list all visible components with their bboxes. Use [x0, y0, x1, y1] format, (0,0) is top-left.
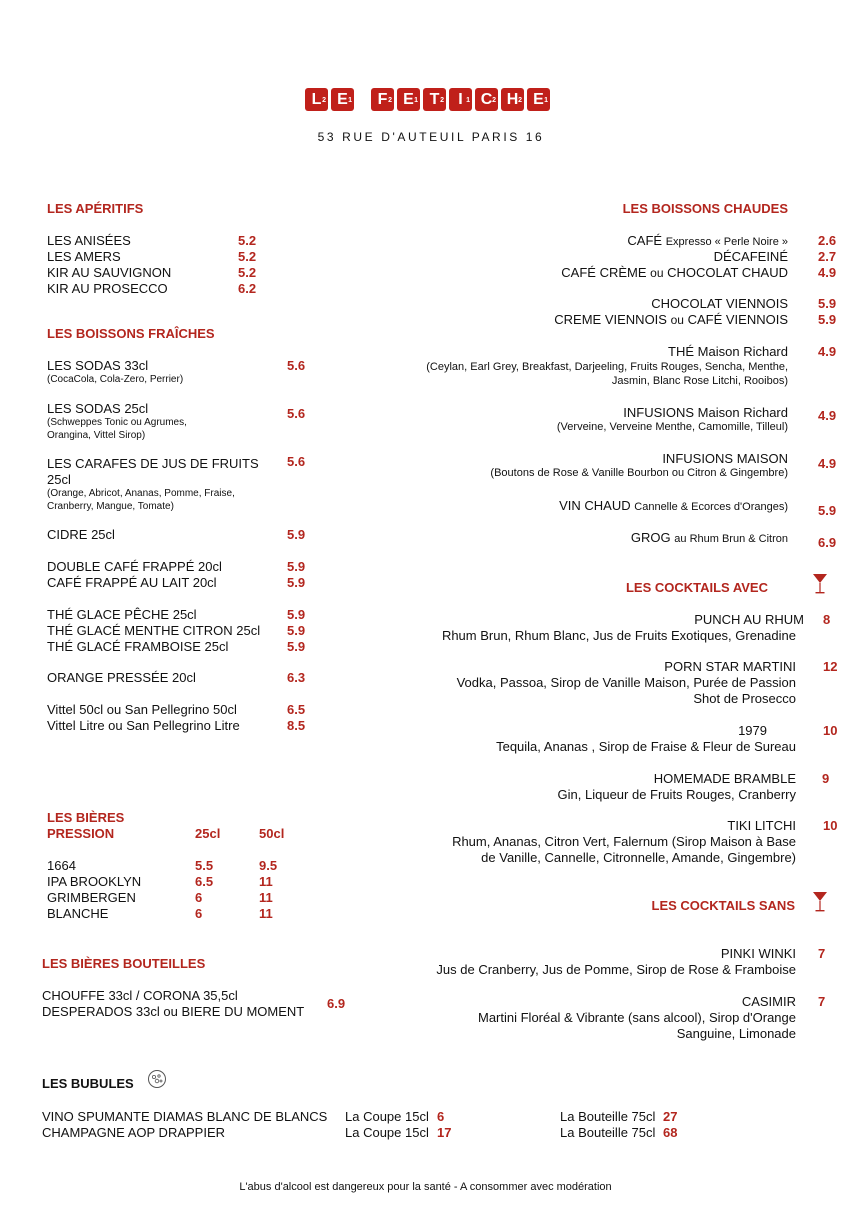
section-title-cocktails-avec: LES COCKTAILS AVEC: [625, 580, 768, 595]
logo-tile-score: 2: [492, 97, 496, 104]
menu-item-orange: [47, 670, 196, 686]
menu-item-the-peche: [47, 607, 197, 623]
cocktail-name: PUNCH AU RHUM: [694, 612, 804, 627]
logo-tile-score: 2: [388, 97, 392, 104]
logo-tile: H 2: [501, 88, 524, 111]
coupe-price: 17: [437, 1125, 452, 1140]
menu-item-detail: (Schweppes Tonic ou Agrumes,: [47, 417, 187, 428]
menu-item-name: LES SODAS: [47, 401, 121, 416]
menu-item-brand: Maison Richard: [697, 405, 788, 420]
menu-item-price: 5.6: [287, 358, 306, 373]
menu-item-name: KIR AU SAUVIGNON: [47, 265, 172, 280]
menu-item-name: LES CARAFES DE JUS DE FRUITS: [47, 456, 259, 471]
cocktail-price: 7: [818, 994, 826, 1009]
menu-item-name: LES AMERS: [47, 249, 121, 264]
menu-item-cidre: [47, 527, 115, 543]
menu-item-name: CHOCOLAT VIENNOIS: [651, 296, 788, 311]
menu-item-price: 5.9: [287, 527, 306, 542]
menu-item-name: THÉ: [668, 344, 695, 359]
table-row-name: CHAMPAGNE AOP DRAPPIER: [42, 1125, 226, 1140]
address: 53 RUE D'AUTEUIL PARIS 16: [317, 130, 545, 144]
menu-item-size: 25cl: [172, 607, 197, 622]
cocktail-name: TIKI LITCHI: [727, 818, 796, 833]
logo: [305, 88, 553, 111]
menu-item-frappe-lait: [47, 575, 217, 591]
cocktail-price: 8: [823, 612, 831, 627]
menu-item-name: Vittel Litre ou San Pellegrino Litre: [47, 718, 240, 733]
menu-item-name: ORANGE PRESSÉE: [47, 670, 169, 685]
logo-tile-score: 1: [414, 97, 418, 104]
menu-item-size: 25cl: [91, 527, 115, 542]
menu-item-name: CHOUFFE 33cl / CORONA 35,5cl: [42, 988, 238, 1003]
bouteille-label: La Bouteille 75cl: [560, 1109, 656, 1124]
cocktail-description: Rhum, Ananas, Citron Vert, Falernum (Sirop Maison à Base: [452, 834, 796, 849]
cocktail-glass-icon: [812, 573, 828, 600]
cocktail-name: HOMEMADE BRAMBLE: [653, 771, 796, 786]
logo-tile-score: 2: [440, 97, 444, 104]
menu-item-name: DESPERADOS 33cl ou BIERE DU MOMENT: [42, 1004, 305, 1019]
menu-item-name: INFUSIONS: [623, 405, 695, 420]
menu-item-detail: (Orange, Abricot, Ananas, Pomme, Fraise,: [47, 488, 235, 499]
logo-tile: C 2: [475, 88, 498, 111]
cocktail-description: Vodka, Passoa, Sirop de Vanille Maison, Purée de Passion: [456, 675, 796, 690]
menu-item-name: Vittel 50cl ou San Pellegrino 50cl: [47, 702, 237, 717]
cocktail-price: 10: [823, 818, 838, 833]
table-row-name: IPA BROOKLYN: [47, 874, 142, 889]
menu-item-sodas-25: [47, 401, 148, 417]
menu-item-brand: Maison Richard: [697, 344, 788, 359]
menu-item-price: 6.2: [238, 281, 257, 296]
cocktail-description: Shot de Prosecco: [693, 691, 796, 706]
menu-item-detail: (Boutons de Rose & Vanille Bourbon ou Citron & Gingembre): [490, 467, 788, 479]
menu-item-name: CREME VIENNOIS: [554, 312, 667, 327]
table-row-name: GRIMBERGEN: [47, 890, 136, 905]
menu-item-price: 5.9: [818, 296, 837, 311]
logo-tile: T 2: [423, 88, 446, 111]
menu-item-size: 25cl: [47, 472, 71, 487]
menu-item-name: LES SODAS: [47, 358, 121, 373]
cocktail-description: Gin, Liqueur de Fruits Rouges, Cranberry: [557, 787, 796, 802]
section-title-bieres-pression: LES BIÈRES: [47, 810, 125, 825]
menu-item-name: GROG: [630, 530, 671, 545]
logo-tile-score: 1: [466, 97, 470, 104]
menu-item-size: 33cl: [124, 358, 149, 373]
menu-item-price: 2.6: [818, 233, 837, 248]
price-50cl: 9.5: [259, 858, 278, 873]
cocktail-price: 10: [823, 723, 838, 738]
menu-item-creme: [561, 265, 788, 281]
bubbles-icon: [147, 1069, 167, 1094]
price-25cl: 6: [195, 890, 203, 905]
price-25cl: 5.5: [195, 858, 214, 873]
price-50cl: 11: [259, 890, 273, 905]
menu-item-name: THÉ GLACE PÊCHE: [47, 607, 170, 622]
menu-item-price: 5.9: [287, 639, 306, 654]
section-title-fraiches: LES BOISSONS FRAÎCHES: [47, 326, 215, 341]
cocktail-name: PORN STAR MARTINI: [664, 659, 796, 674]
cocktail-description: Rhum Brun, Rhum Blanc, Jus de Fruits Exotiques, Grenadine: [441, 628, 796, 643]
menu-item-price: 5.9: [287, 623, 306, 638]
menu-item-price: 4.9: [818, 344, 837, 359]
menu-item-name: CAFÉ FRAPPÉ AU LAIT: [47, 575, 190, 590]
logo-tile: E 1: [331, 88, 354, 111]
menu-item-detail: Expresso « Perle Noire »: [665, 236, 788, 248]
menu-item-price: 5.6: [287, 454, 306, 469]
menu-item-price: 6.9: [818, 535, 837, 550]
menu-item-price: 5.9: [287, 559, 306, 574]
menu-item-size: 25cl: [204, 639, 229, 654]
cocktail-name: 1979: [738, 723, 767, 738]
section-title-bieres-bouteilles: LES BIÈRES BOUTEILLES: [42, 956, 206, 971]
menu-item-vin-chaud: [559, 498, 788, 515]
menu-item-name: KIR AU PROSECCO: [47, 281, 168, 296]
menu-item-detail: Cranberry, Mangue, Tomate): [47, 501, 174, 512]
menu-item-price: 5.2: [238, 265, 257, 280]
menu-item-detail: au Rhum Brun & Citron: [674, 533, 788, 545]
price-50cl: 11: [259, 874, 273, 889]
logo-tile: F 2: [371, 88, 394, 111]
menu-item-size: 20cl: [172, 670, 196, 685]
section-title-chaudes: LES BOISSONS CHAUDES: [622, 201, 788, 216]
menu-item-price: 4.9: [818, 265, 837, 280]
menu-item-infusions: [623, 405, 788, 421]
logo-tile: E 1: [397, 88, 420, 111]
menu-item-price: 5.9: [818, 503, 837, 518]
price-25cl: 6.5: [195, 874, 214, 889]
cocktail-price: 7: [818, 946, 826, 961]
table-row-name: VINO SPUMANTE DIAMAS BLANC DE BLANCS: [42, 1109, 328, 1124]
menu-item-creme-viennois: [554, 312, 788, 328]
cocktail-price: 9: [822, 771, 830, 786]
logo-tile-score: 1: [544, 97, 548, 104]
menu-item-name: DOUBLE CAFÉ FRAPPÉ: [47, 559, 195, 574]
menu-item-name: INFUSIONS MAISON: [662, 451, 788, 466]
menu-item-sodas-33: [47, 358, 148, 374]
menu-item-price: 4.9: [818, 408, 837, 423]
menu-item-price: 4.9: [818, 456, 837, 471]
menu-item-price: 6.5: [287, 702, 306, 717]
menu-item-detail: Orangina, Vittel Sirop): [47, 430, 146, 441]
logo-tile: I 1: [449, 88, 472, 111]
section-title-bieres-pression-2: PRESSION: [47, 826, 115, 841]
menu-item-size: 25cl: [124, 401, 149, 416]
logo-tile: E 1: [527, 88, 550, 111]
bouteille-price: 68: [663, 1125, 678, 1140]
menu-item-double-frappe: [47, 559, 222, 575]
cocktail-description: Sanguine, Limonade: [676, 1026, 796, 1041]
menu-item-cafe: [627, 233, 788, 250]
menu-item-or: ou: [670, 313, 684, 327]
menu-item-price: 5.9: [818, 312, 837, 327]
menu-item-size: 20cl: [192, 575, 217, 590]
cocktail-name: PINKI WINKI: [720, 946, 796, 961]
menu-item-price: 5.2: [238, 249, 257, 264]
section-title-aperitifs: LES APÉRITIFS: [47, 201, 144, 216]
coupe-label: La Coupe 15cl: [345, 1125, 429, 1140]
logo-tile-score: 1: [348, 97, 352, 104]
menu-item-detail: (Verveine, Verveine Menthe, Camomille, Tilleul): [556, 421, 788, 433]
section-title-cocktails-sans: LES COCKTAILS SANS: [651, 898, 795, 913]
menu-item-price: 5.9: [287, 607, 306, 622]
menu-item-price: 5.9: [287, 575, 306, 590]
menu-item-name: CAFÉ CRÈME: [561, 265, 647, 280]
menu-item-the: [668, 344, 788, 360]
cocktail-description: Martini Floréal & Vibrante (sans alcool), Sirop d'Orange: [478, 1010, 796, 1025]
menu-item-or: ou: [650, 266, 664, 280]
cocktail-description: de Vanille, Cannelle, Citronnelle, Amande, Gingembre): [481, 850, 796, 865]
bouteille-price: 27: [663, 1109, 678, 1124]
column-header-50cl: 50cl: [259, 826, 285, 841]
column-header-25cl: 25cl: [195, 826, 221, 841]
menu-item-detail: Cannelle & Ecorces d'Oranges): [634, 501, 788, 513]
menu-item-price: 2.7: [818, 249, 837, 264]
price-25cl: 6: [195, 906, 203, 921]
menu-item-name: CIDRE: [47, 527, 88, 542]
menu-item-size: 25cl: [236, 623, 261, 638]
menu-item-name: VIN CHAUD: [559, 498, 631, 513]
cocktail-name: CASIMIR: [741, 994, 796, 1009]
menu-item-name: THÉ GLACÉ FRAMBOISE: [47, 639, 201, 654]
logo-tile-score: 2: [322, 97, 326, 104]
table-row-name: BLANCHE: [47, 906, 109, 921]
menu-item-the-menthe: [47, 623, 260, 639]
menu-item-the-framboise: [47, 639, 228, 655]
menu-item-detail: (CocaCola, Cola-Zero, Perrier): [47, 374, 184, 385]
bouteille-label: La Bouteille 75cl: [560, 1125, 656, 1140]
menu-item-detail: (Ceylan, Earl Grey, Breakfast, Darjeeling, Fruits Rouges, Sencha, Menthe,: [426, 361, 788, 373]
section-title-bubules: LES BUBULES: [42, 1076, 134, 1091]
menu-item-price: 8.5: [287, 718, 306, 733]
footer-disclaimer: L'abus d'alcool est dangereux pour la santé - A consommer avec modération: [239, 1181, 612, 1193]
menu-item-name: CAFÉ: [627, 233, 663, 248]
menu-item-name: LES ANISÉES: [47, 233, 131, 248]
menu-item-name-2: CHOCOLAT CHAUD: [667, 265, 788, 280]
menu-item-name: THÉ GLACÉ MENTHE CITRON: [47, 623, 233, 638]
cocktail-description: Tequila, Ananas , Sirop de Fraise & Fleur de Sureau: [496, 739, 796, 754]
menu-item-name: DÉCAFEINÉ: [713, 249, 788, 264]
cocktail-description: Jus de Cranberry, Jus de Pomme, Sirop de Rose & Framboise: [436, 962, 796, 977]
cocktail-price: 12: [823, 659, 838, 674]
coupe-label: La Coupe 15cl: [345, 1109, 429, 1124]
logo-tile: L 2: [305, 88, 328, 111]
menu-item-price: 6.9: [327, 996, 346, 1011]
coupe-price: 6: [437, 1109, 445, 1124]
table-row-name: 1664: [47, 858, 76, 873]
price-50cl: 11: [259, 906, 273, 921]
logo-tile-score: 2: [518, 97, 522, 104]
menu-item-price: 5.6: [287, 406, 306, 421]
menu-item-name-2: CAFÉ VIENNOIS: [687, 312, 788, 327]
menu-item-size: 20cl: [198, 559, 222, 574]
menu-item-grog: [631, 530, 788, 547]
menu-item-price: 6.3: [287, 670, 306, 685]
menu-item-price: 5.2: [238, 233, 257, 248]
menu-item-detail: Jasmin, Blanc Rose Litchi, Rooibos): [611, 375, 788, 387]
cocktail-glass-icon: [812, 891, 828, 918]
